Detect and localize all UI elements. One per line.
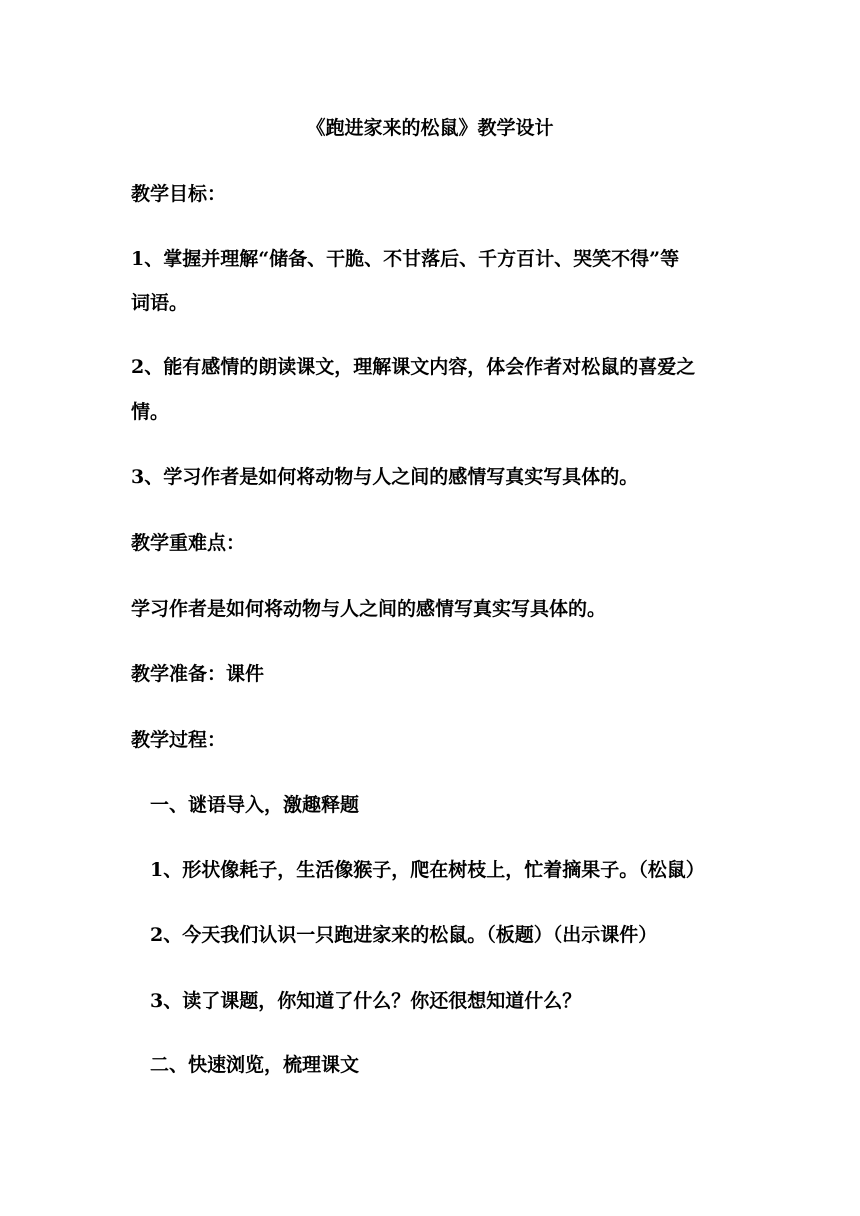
document-title: 《跑进家来的松鼠》教学设计 [306,117,554,139]
objective-2-line-1: 2、能有感情的朗读课文，理解课文内容，体会作者对松鼠的喜爱之 [131,356,696,378]
key-points-heading: 教学重难点： [131,532,246,554]
objective-1-line-2: 词语。 [131,292,189,314]
section-2-heading: 二、快速浏览，梳理课文 [150,1054,360,1076]
objectives-heading: 教学目标： [131,183,227,205]
process-heading: 教学过程： [131,729,227,751]
objective-2-line-2: 情。 [131,401,170,423]
section-1-item-2: 2、今天我们认识一只跑进家来的松鼠。（板题）（出示课件） [150,924,658,946]
section-1-item-1: 1、形状像耗子，生活像猴子，爬在树枝上，忙着摘果子。（松鼠） [150,859,705,881]
objective-3: 3、学习作者是如何将动物与人之间的感情写真实写具体的。 [131,466,639,488]
section-1-item-3: 3、读了课题，你知道了什么？你还很想知道什么？ [150,990,582,1012]
section-1-heading: 一、谜语导入，激趣释题 [150,794,360,816]
preparation-text: 教学准备：课件 [131,663,265,685]
objective-1-line-1: 1、掌握并理解“储备、干脆、不甘落后、千方百计、哭笑不得”等 [131,248,680,270]
key-points-text: 学习作者是如何将动物与人之间的感情写真实写具体的。 [131,598,607,620]
